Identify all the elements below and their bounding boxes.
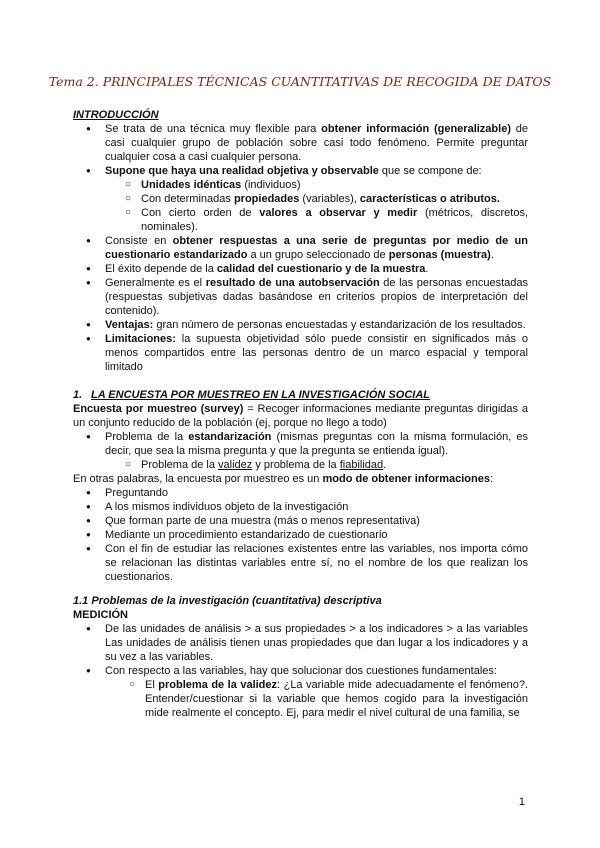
section-1-1-label: MEDICIÓN [73,609,128,621]
list-item: ○ Con cierto orden de valores a observar y medir (métricos, discretos, nominales). [141,206,528,234]
section-1-list [73,430,528,472]
list-item: ● Problema de la estandarización (mismas preguntas con la misma formulación, es decir, que sea la misma pregunta y que la pregunta se entienda igual). ○ Problema de la validez y problema de la fiabilidad. [105,430,528,472]
page-number: 1 [518,796,525,808]
list-item: ● Supone que haya una realidad objetiva y observable que se compone de: ○ Unidades idénticas (individuos) ○ Con determinadas propiedades (variables), características o atributos. ○ Con cierto orden de valores a observar y medir (métricos, discretos, nominales). [105,164,528,234]
list-item: ● De las unidades de análisis > a sus propiedades > a los indicadores > a las variables Las unidades de análisis tienen unas propiedades que dan lugar a los indicadores y a su vez a las variables. [105,622,528,664]
list-item: ● Consiste en obtener respuestas a una serie de preguntas por medio de un cuestionario estandarizado a un grupo seleccionado de personas (muestra). [105,234,528,262]
list-item: ● Generalmente es el resultado de una autobservación de las personas encuestadas (respuestas subjetivas dadas basándose en criterios propios de interpretación del contenido). [105,276,528,318]
list-item: ● A los mismos individuos objeto de la investigación [105,500,528,514]
section-1-paragraph: Encuesta por muestreo (survey) = Recoger informaciones mediante preguntas dirigidas a un conjunto reducido de la población (ej, porque no llego a todo) [73,403,528,429]
list-item: ○ Unidades idénticas (individuos) [141,178,528,192]
intro-heading: INTRODUCCIÓN [73,109,159,121]
list-item: ○ Problema de la validez y problema de la fiabilidad. [141,458,528,472]
list-item: ● Con respecto a las variables, hay que solucionar dos cuestiones fundamentales: [105,664,528,678]
section-1-1-heading: 1.1 Problemas de la investigación (cuantitativa) descriptiva [73,595,382,607]
section-1-heading: 1. LA ENCUESTA POR MUESTREO EN LA INVESTIGACIÓN SOCIAL [73,389,430,401]
document-title: Tema 2. PRINCIPALES TÉCNICAS CUANTITATIVAS DE RECOGIDA DE DATOS [48,74,552,89]
list-item: ● Ventajas: gran número de personas encuestadas y estandarización de los resultados. [105,318,528,332]
sub-list [105,458,528,472]
section-1-1-list [73,622,528,678]
list-item: ○ El problema de la validez: ¿La variable mide adecuadamente el fenómeno?. Entender/cuestionar si la variable que hemos cogido para la investigación mide realmente el concepto. Ej, para medir el nivel cultural de una familia, se [145,678,528,720]
section-1-paragraph-2: En otras palabras, la encuesta por muestreo es un modo de obtener informaciones: [73,473,494,485]
list-item: ● Con el fin de estudiar las relaciones existentes entre las variables, nos importa cómo se relacionan las distintas variables entre sí, no el nombre de los que realizan los cuestionarios. [105,542,528,584]
sub-list [73,678,528,720]
list-item: ● El éxito depende de la calidad del cuestionario y de la muestra. [105,262,528,276]
list-item: ● Limitaciones: la supuesta objetividad sólo puede consistir en significados más o menos compartidos entre las personas dentro de un marco espacial y temporal limitado [105,332,528,374]
list-item: ● Preguntando [105,486,528,500]
list-item: ○ Con determinadas propiedades (variables), características o atributos. [141,192,528,206]
list-item: ● Se trata de una técnica muy flexible para obtener información (generalizable) de casi cualquier grupo de población sobre casi todo fenómeno. Permite preguntar cualquier cosa a casi cualquier persona. [105,122,528,164]
intro-list [73,122,528,374]
list-item: ● Mediante un procedimiento estandarizado de cuestionario [105,528,528,542]
section-1-list-2 [73,486,528,584]
sub-list [105,178,528,234]
document-body [73,108,528,720]
list-item: ● Que forman parte de una muestra (más o menos representativa) [105,514,528,528]
